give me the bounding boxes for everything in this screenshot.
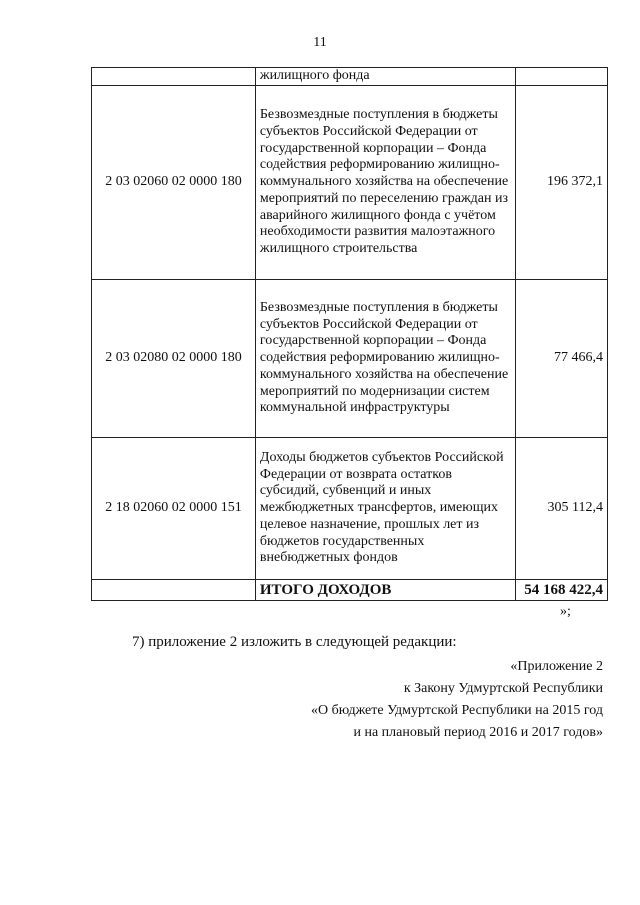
appendix-line: к Закону Удмуртской Республики [403,681,603,696]
revenue-name: Безвозмездные поступления в бюджеты субъектов Российской Федерации от государственной корпорации – Фонда содействия реформированию жилищно-коммунального хозяйства на обеспечение мероприятий по переселению граждан из аварийного жилищного фонда с учётом необходимости развития малоэтажного жилищного строительства [255,86,515,280]
revenue-name: жилищного фонда [255,68,515,86]
appendix-line: и на плановый период 2016 и 2017 годов» [353,725,603,740]
budget-code: 2 18 02060 02 0000 151 [92,438,256,580]
revenue-table [91,67,608,601]
total-amount: 54 168 422,4 [516,580,608,601]
revenue-amount: 196 372,1 [516,86,608,280]
amendment-paragraph: 7) приложение 2 изложить в следующей редакции: [132,634,457,650]
revenue-name: Доходы бюджетов субъектов Российской Федерации от возврата остатков субсидий, субвенций и иных межбюджетных трансфертов, имеющих целевое назначение, прошлых лет из бюджетов государственных внебюджетных фондов [255,438,515,580]
total-row [92,580,608,601]
closing-quote: »; [560,604,571,619]
table-row [92,438,608,580]
budget-code: 2 03 02060 02 0000 180 [92,86,256,280]
appendix-header [311,656,603,744]
total-code [92,580,256,601]
table-row [92,68,608,86]
table-row [92,86,608,280]
revenue-amount: 305 112,4 [516,438,608,580]
budget-code [92,68,256,86]
page-number: 11 [313,35,327,50]
appendix-line: «Приложение 2 [510,659,603,674]
revenue-amount [516,68,608,86]
total-label: ИТОГО ДОХОДОВ [255,580,515,601]
budget-code: 2 03 02080 02 0000 180 [92,280,256,438]
table-row [92,280,608,438]
appendix-line: «О бюджете Удмуртской Республики на 2015 год [310,703,603,718]
revenue-name: Безвозмездные поступления в бюджеты субъектов Российской Федерации от государственной корпорации – Фонда содействия реформированию жилищно-коммунального хозяйства на обеспечение мероприятий по модернизации систем коммунальной инфраструктуры [255,280,515,438]
revenue-amount: 77 466,4 [516,280,608,438]
